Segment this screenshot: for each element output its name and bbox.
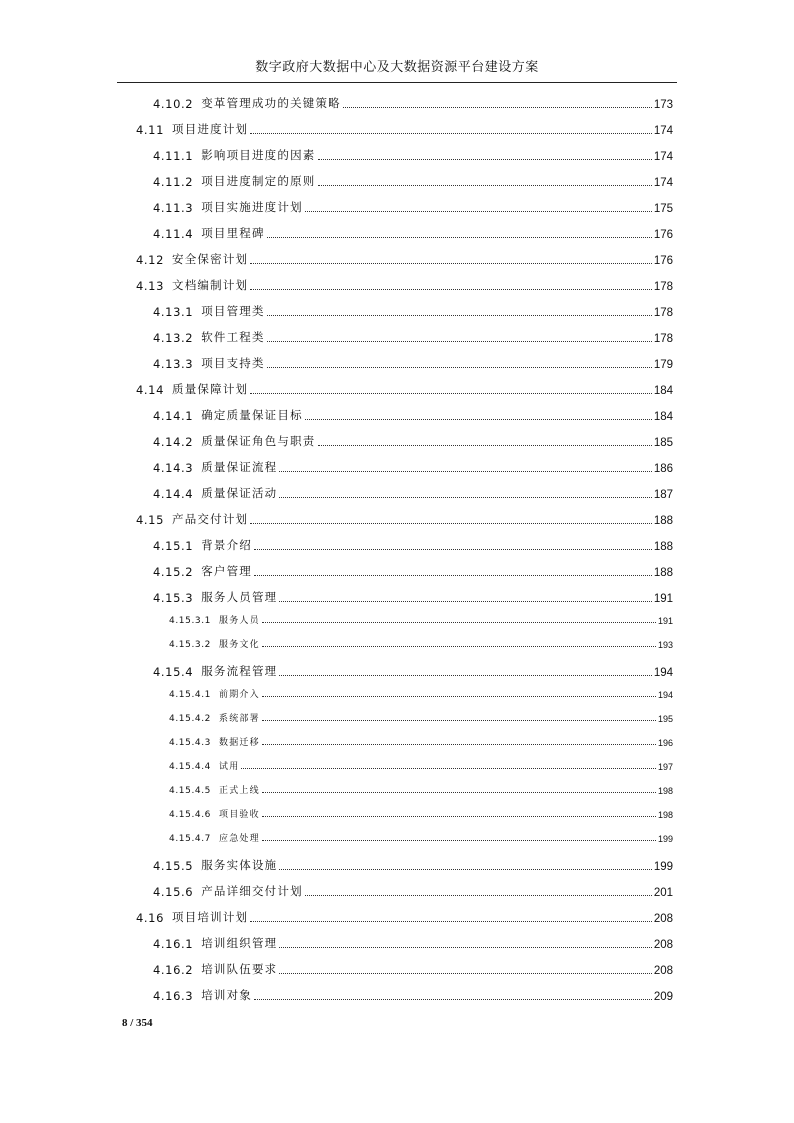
toc-entry-number: 4.11.3 xyxy=(153,201,194,215)
toc-entry-number: 4.15.1 xyxy=(153,539,194,553)
toc-entry[interactable] xyxy=(136,511,673,527)
toc-entry[interactable] xyxy=(169,637,673,650)
toc-entry-number: 4.13 xyxy=(136,279,165,293)
toc-entry-number: 4.16.2 xyxy=(153,963,194,977)
toc-entry-page: 179 xyxy=(653,359,673,371)
toc-dot-leader xyxy=(305,211,652,212)
toc-entry[interactable] xyxy=(153,485,673,501)
toc-dot-leader xyxy=(318,159,652,160)
toc-entry-page: 188 xyxy=(653,567,673,579)
toc-entry[interactable] xyxy=(153,329,673,345)
toc-entry-title: 确定质量保证目标 xyxy=(201,408,303,422)
toc-entry-page: 197 xyxy=(657,762,673,772)
toc-entry-title: 服务人员管理 xyxy=(201,590,278,604)
toc-entry-page: 198 xyxy=(657,786,673,796)
toc-entry[interactable] xyxy=(153,857,673,873)
toc-entry-number: 4.15.4.6 xyxy=(169,810,212,820)
toc-entry[interactable] xyxy=(136,909,673,925)
toc-entry-title: 服务实体设施 xyxy=(201,858,278,872)
toc-entry-title: 文档编制计划 xyxy=(172,278,249,292)
toc-entry-number: 4.14 xyxy=(136,383,165,397)
toc-entry-title: 培训组织管理 xyxy=(201,936,278,950)
toc-entry-number: 4.11.1 xyxy=(153,149,194,163)
toc-entry-page: 174 xyxy=(653,151,673,163)
toc-entry-page: 209 xyxy=(653,991,673,1003)
toc-entry-number: 4.15.4.2 xyxy=(169,714,212,724)
toc-entry-title: 项目培训计划 xyxy=(172,910,249,924)
toc-entry[interactable] xyxy=(169,759,673,772)
toc-entry-page: 175 xyxy=(653,203,673,215)
toc-dot-leader xyxy=(279,471,651,472)
toc-entry-title: 项目管理类 xyxy=(201,304,265,318)
toc-entry[interactable] xyxy=(169,783,673,796)
toc-dot-leader xyxy=(254,549,652,550)
toc-entry[interactable] xyxy=(169,831,673,844)
toc-dot-leader xyxy=(254,999,652,1000)
toc-entry-number: 4.15.4.7 xyxy=(169,834,212,844)
toc-entry-number: 4.15.4.5 xyxy=(169,786,212,796)
toc-entry-title: 产品交付计划 xyxy=(172,512,249,526)
toc-entry-number: 4.12 xyxy=(136,253,165,267)
toc-entry[interactable] xyxy=(153,987,673,1003)
toc-entry-title: 影响项目进度的因素 xyxy=(201,148,316,162)
toc-dot-leader xyxy=(343,107,652,108)
toc-entry[interactable] xyxy=(153,433,673,449)
toc-entry[interactable] xyxy=(153,459,673,475)
toc-entry[interactable] xyxy=(169,807,673,820)
toc-entry-number: 4.15.3.1 xyxy=(169,616,212,626)
toc-entry-title: 质量保证角色与职责 xyxy=(201,434,316,448)
toc-entry-number: 4.14.4 xyxy=(153,487,194,501)
toc-dot-leader xyxy=(305,895,652,896)
toc-entry-number: 4.14.3 xyxy=(153,461,194,475)
toc-entry-page: 188 xyxy=(653,515,673,527)
toc-entry-number: 4.11 xyxy=(136,123,165,137)
toc-entry[interactable] xyxy=(169,687,673,700)
toc-entry[interactable] xyxy=(169,735,673,748)
toc-entry-page: 194 xyxy=(653,667,673,679)
toc-entry[interactable] xyxy=(136,381,673,397)
toc-dot-leader xyxy=(262,646,656,647)
toc-dot-leader xyxy=(250,133,652,134)
toc-dot-leader xyxy=(241,768,656,769)
toc-entry-page: 174 xyxy=(653,177,673,189)
toc-entry-number: 4.16.3 xyxy=(153,989,194,1003)
toc-entry-number: 4.10.2 xyxy=(153,97,194,111)
toc-entry[interactable] xyxy=(136,121,673,137)
toc-entry-number: 4.13.1 xyxy=(153,305,194,319)
toc-entry-number: 4.11.4 xyxy=(153,227,194,241)
toc-dot-leader xyxy=(305,419,652,420)
toc-dot-leader xyxy=(250,289,652,290)
toc-entry[interactable] xyxy=(153,935,673,951)
toc-entry-title: 背景介绍 xyxy=(201,538,252,552)
toc-dot-leader xyxy=(279,869,651,870)
toc-entry-page: 201 xyxy=(653,887,673,899)
toc-entry[interactable] xyxy=(153,407,673,423)
toc-entry-page: 199 xyxy=(653,861,673,873)
toc-dot-leader xyxy=(267,315,652,316)
toc-dot-leader xyxy=(262,840,656,841)
toc-entry-page: 208 xyxy=(653,939,673,951)
toc-entry-number: 4.15.3.2 xyxy=(169,640,212,650)
toc-entry-title: 项目验收 xyxy=(219,810,260,820)
toc-entry[interactable] xyxy=(136,251,673,267)
toc-entry[interactable] xyxy=(153,225,673,241)
toc-entry-page: 194 xyxy=(657,690,673,700)
toc-entry-title: 软件工程类 xyxy=(201,330,265,344)
toc-dot-leader xyxy=(262,622,656,623)
toc-entry-number: 4.15 xyxy=(136,513,165,527)
toc-entry[interactable] xyxy=(153,537,673,553)
toc-entry-page: 176 xyxy=(653,229,673,241)
toc-dot-leader xyxy=(318,185,652,186)
toc-entry-page: 178 xyxy=(653,333,673,345)
toc-entry-number: 4.15.5 xyxy=(153,859,194,873)
toc-entry-page: 184 xyxy=(653,411,673,423)
toc-dot-leader xyxy=(250,263,652,264)
toc-dot-leader xyxy=(262,720,656,721)
toc-entry-number: 4.16.1 xyxy=(153,937,194,951)
toc-entry-number: 4.15.4.3 xyxy=(169,738,212,748)
toc-entry-title: 正式上线 xyxy=(219,786,260,796)
toc-entry-page: 186 xyxy=(653,463,673,475)
toc-entry-number: 4.13.3 xyxy=(153,357,194,371)
toc-entry-page: 191 xyxy=(657,616,673,626)
toc-entry[interactable] xyxy=(153,303,673,319)
toc-entry[interactable] xyxy=(153,883,673,899)
toc-entry-title: 服务文化 xyxy=(219,640,260,650)
toc-dot-leader xyxy=(250,393,652,394)
toc-entry-number: 4.15.4.4 xyxy=(169,762,212,772)
toc-dot-leader xyxy=(262,792,656,793)
toc-entry-title: 质量保障计划 xyxy=(172,382,249,396)
toc-entry-title: 培训队伍要求 xyxy=(201,962,278,976)
toc-entry-page: 196 xyxy=(657,738,673,748)
toc-entry-page: 188 xyxy=(653,541,673,553)
toc-entry-page: 184 xyxy=(653,385,673,397)
toc-entry[interactable] xyxy=(153,663,673,679)
toc-entry-title: 服务流程管理 xyxy=(201,664,278,678)
toc-entry-number: 4.15.4.1 xyxy=(169,690,212,700)
toc-entry-number: 4.15.4 xyxy=(153,665,194,679)
header-divider xyxy=(117,82,677,83)
toc-entry-title: 项目进度制定的原则 xyxy=(201,174,316,188)
toc-dot-leader xyxy=(279,947,651,948)
toc-entry-title: 质量保证活动 xyxy=(201,486,278,500)
toc-dot-leader xyxy=(250,523,652,524)
toc-entry-page: 208 xyxy=(653,965,673,977)
toc-entry-page: 185 xyxy=(653,437,673,449)
toc-dot-leader xyxy=(262,744,656,745)
toc-dot-leader xyxy=(279,973,651,974)
toc-entry-number: 4.15.6 xyxy=(153,885,194,899)
toc-entry-page: 199 xyxy=(657,834,673,844)
page-number: 8 / 354 xyxy=(122,1017,153,1029)
toc-entry-number: 4.15.2 xyxy=(153,565,194,579)
toc-entry-number: 4.15.3 xyxy=(153,591,194,605)
toc-entry[interactable] xyxy=(153,563,673,579)
toc-entry-page: 176 xyxy=(653,255,673,267)
toc-entry-number: 4.11.2 xyxy=(153,175,194,189)
toc-entry[interactable] xyxy=(169,613,673,626)
toc-dot-leader xyxy=(279,675,651,676)
toc-entry[interactable] xyxy=(153,961,673,977)
toc-dot-leader xyxy=(318,445,652,446)
toc-entry-title: 安全保密计划 xyxy=(172,252,249,266)
toc-entry[interactable] xyxy=(153,589,673,605)
toc-dot-leader xyxy=(267,237,652,238)
toc-entry[interactable] xyxy=(153,355,673,371)
toc-entry-page: 173 xyxy=(653,99,673,111)
toc-entry-page: 187 xyxy=(653,489,673,501)
toc-entry-number: 4.14.2 xyxy=(153,435,194,449)
toc-entry[interactable] xyxy=(169,711,673,724)
toc-entry-number: 4.14.1 xyxy=(153,409,194,423)
toc-entry-title: 应急处理 xyxy=(219,834,260,844)
toc-entry[interactable] xyxy=(153,95,673,111)
toc-dot-leader xyxy=(279,601,651,602)
toc-entry[interactable] xyxy=(153,173,673,189)
toc-entry-page: 191 xyxy=(653,593,673,605)
toc-entry-page: 208 xyxy=(653,913,673,925)
toc-entry-number: 4.13.2 xyxy=(153,331,194,345)
toc-entry-title: 服务人员 xyxy=(219,616,260,626)
toc-dot-leader xyxy=(267,341,652,342)
toc-entry-page: 198 xyxy=(657,810,673,820)
toc-entry-page: 195 xyxy=(657,714,673,724)
toc-dot-leader xyxy=(279,497,651,498)
toc-entry[interactable] xyxy=(136,277,673,293)
toc-dot-leader xyxy=(262,696,656,697)
toc-entry-title: 变革管理成功的关键策略 xyxy=(201,96,341,110)
toc-entry-title: 前期介入 xyxy=(219,690,260,700)
toc-dot-leader xyxy=(254,575,652,576)
toc-entry-title: 项目实施进度计划 xyxy=(201,200,303,214)
toc-entry-title: 系统部署 xyxy=(219,714,260,724)
toc-entry-page: 178 xyxy=(653,307,673,319)
toc-entry-title: 项目进度计划 xyxy=(172,122,249,136)
toc-dot-leader xyxy=(267,367,652,368)
toc-dot-leader xyxy=(250,921,652,922)
toc-dot-leader xyxy=(262,816,656,817)
toc-entry-title: 培训对象 xyxy=(201,988,252,1002)
toc-entry-page: 174 xyxy=(653,125,673,137)
toc-entry[interactable] xyxy=(153,199,673,215)
toc-entry-title: 项目里程碑 xyxy=(201,226,265,240)
toc-entry-title: 项目支持类 xyxy=(201,356,265,370)
toc-entry-title: 客户管理 xyxy=(201,564,252,578)
toc-entry-page: 193 xyxy=(657,640,673,650)
toc-entry-page: 178 xyxy=(653,281,673,293)
toc-entry-title: 质量保证流程 xyxy=(201,460,278,474)
page-header-title: 数字政府大数据中心及大数据资源平台建设方案 xyxy=(255,60,539,75)
toc-entry[interactable] xyxy=(153,147,673,163)
toc-entry-title: 试用 xyxy=(219,762,240,772)
toc-entry-title: 数据迁移 xyxy=(219,738,260,748)
toc-entry-title: 产品详细交付计划 xyxy=(201,884,303,898)
toc-entry-number: 4.16 xyxy=(136,911,165,925)
